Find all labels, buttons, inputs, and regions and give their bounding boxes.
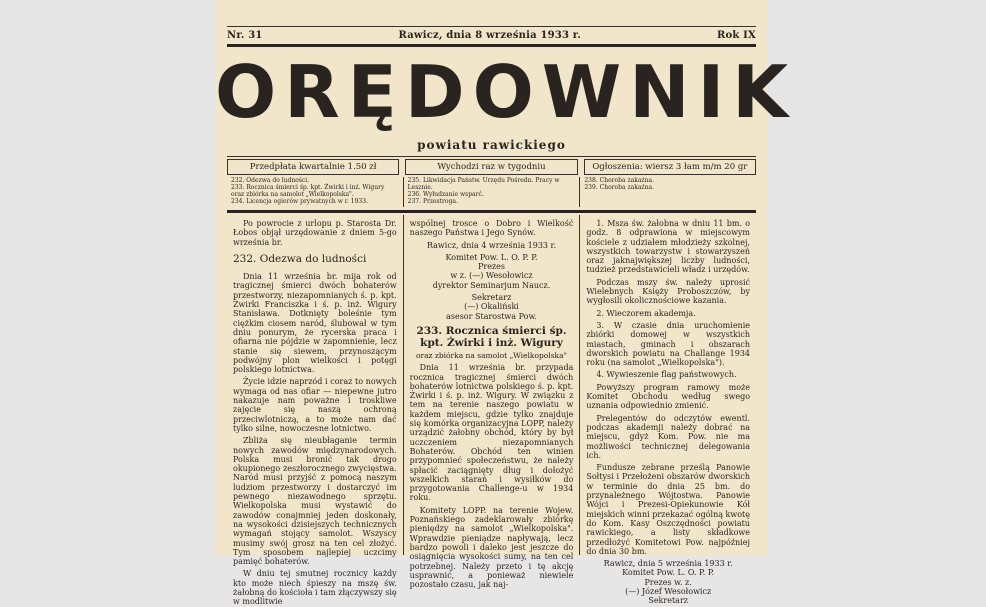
paragraph: Podczas mszy św. należy uprosić Wielebnych Księży Proboszczów, by wygłosili okolicznościowe kazania. (586, 277, 751, 306)
article-body (227, 215, 756, 607)
header-bar (227, 30, 756, 41)
column-middle (404, 215, 581, 590)
paragraph: Prelegentów do odczytów ewentl. podczas akademji należy dobrać na miejscu, gdyż Kom. Pow. nie ma możliwości technicznej delegowania ich. (586, 413, 751, 460)
header-rule (227, 44, 756, 47)
toc-item: 236. Wyłudzanie wsparć. (407, 191, 484, 198)
toc-item: 238. Choroba zakaźna. (584, 177, 654, 184)
toc-item: 237. Przestroga. (407, 198, 458, 205)
article-233-subheading: oraz zbiórka na samolot „Wielkopolska" (415, 350, 568, 360)
paragraph: Życie idzie naprzód i coraz to nowych wymaga od nas ofiar — niepewne jutro nakazuje nam poważne i troskliwe zajęcie się naszą ochroną przeciwlotniczą, a to może nam dać tylko silne, nowoczesne lotnictwo. (233, 377, 397, 433)
paragraph: Komitety LOPP. na terenie Wojew. Poznańskiego zadeklarowały zbiórkę pieniędzy na samolot „Wielkopolska". Wprawdzie pieniądze napływają, lecz bardzo powoli i daleko jest jeszcze do osiągnięcia wysokości sumy, na ten cel potrzebnej. Należy przeto i tę akcję usprawnić, a ponieważ niewiele pozostało czasu, jak naj- (409, 505, 574, 590)
newspaper-page (215, 0, 797, 607)
paragraph: W dniu tej smutnej rocznicy każdy kto może niech śpieszy na mszę św. żałobną do kościoła i tam złączywszy się w modlitwie (233, 569, 397, 607)
masthead-subtitle: powiatu rawickiego (417, 138, 566, 152)
paragraph: 2. Wieczorem akademja. (596, 308, 696, 318)
paragraph: wspólnej trosce o Dobro i Wielkość naszego Państwa i Jego Synów. (409, 219, 574, 238)
year-label: Rok IX (716, 30, 756, 41)
paragraph: Powyższy program ramowy może Komitet Obchodu według swego uznania odpowiednio zmienić. (586, 382, 751, 411)
signature-date: Rawicz, dnia 5 września 1933 r. (603, 559, 733, 569)
subscription-box: Przedpłata kwartalnie 1.50 zł (227, 159, 399, 175)
paragraph: 4. Wywieszenie flag państwowych. (596, 370, 737, 380)
article-232-heading: 232. Odezwa do ludności (233, 252, 367, 265)
toc-column-3 (580, 177, 756, 207)
signature-title: dyrektor Seminarjum Naucz. (432, 280, 551, 290)
paragraph: Fundusze zebrane prześlą Panowie Sołtysi i Przełożeni obszarów dworskich w terminie do dnia 25 bm. do przynależnego Wójtostwa. Panowie Wójci i Prezesi-Opiekunowie Kół miejskich winni przekazać ogólną kwotę do Kom. Kasy Oszczędności powiatu rawickiego, a listy składkowe przedłożyć Komitetowi Pow. najpóźniej do dnia 30 bm. (586, 463, 751, 556)
signature-role: Sekretarz (471, 293, 512, 303)
signature-role: Prezes (478, 262, 505, 272)
table-of-contents (227, 177, 756, 207)
intro-paragraph: Po powrocie z urlopu p. Starosta Dr. Łobos objął urzędowanie z dniem 5-go września br. (233, 219, 397, 247)
article-233-heading: 233. Rocznica śmierci śp. kpt. Żwirki i inż. Wigury (416, 324, 567, 349)
signature-name: (—) Józef Wesołowicz (625, 586, 712, 596)
signature-org: Komitet Pow. L. O. P. P. (445, 252, 538, 262)
top-rule (227, 26, 756, 27)
frequency-box: Wychodzi raz w tygodniu (405, 159, 577, 175)
toc-item: 235. Likwidacja Państw. Urzędu Pośredn. Pracy w Lesznie. (407, 177, 560, 191)
signature-role: Prezes w. z. (644, 577, 692, 587)
dateline: Rawicz, dnia 8 września 1933 r. (398, 30, 582, 41)
signature-org: Komitet Pow. L. O. P. P. (622, 568, 715, 578)
column-left (227, 215, 404, 607)
toc-item: 234. Licencja ogierów prywatnych w r. 1933. (231, 198, 368, 205)
body-top-rule (227, 210, 756, 213)
info-top-rule (227, 156, 756, 157)
toc-item: 232. Odezwa do ludności. (231, 177, 310, 184)
paragraph: 1. Msza św. żałobna w dniu 11 bm. o godz. 8 odprawiona w miejscowym kościele z udziałem młodzieży szkolnej, wszystkich towarzystw i stowarzyszeń oraz jaknajwiększej liczby ludności, tudzież przedstawicieli władz i urzędów. (586, 219, 751, 275)
paragraph: Zbliża się nieubłaganie termin nowych zawodów międzynarodowych. Polska musi bronić tak drogo okupionego zeszłorocznego zwycięstwa. Naród musi przyjść z pomocą naszym ludziom przestworzy i dostarczyć im pewnego niezawodnego sprzętu. Wielkopolska musi wystawić do zawodów conajmniej jeden doskonały, na wysokości dzisiejszych technicznych wymagań stojący samolot. Wszyscy musimy swój grosz na ten cel złożyć. Tym sposobem najlepiej uczcimy pamięć bohaterów. (233, 436, 397, 567)
signature-name: w z. (—) Wesołowicz (450, 271, 533, 281)
toc-column-2 (404, 177, 581, 207)
ads-box: Ogłoszenia: wiersz 3 łam m/m 20 gr (584, 159, 756, 175)
signature-role: Sekretarz (648, 596, 688, 606)
signature-title: asesor Starostwa Pow. (446, 311, 537, 321)
issue-number: Nr. 31 (227, 30, 263, 41)
paragraph: Dnia 11 września br. mija rok od tragicznej śmierci dwóch bohaterów przestworzy, niezapomnianych ś. p. kpt. Żwirki Franciszka i ś. p. inż. Wigury Stanisława. Dotknięty boleśnie tym ciężkim ciosem naród, ślubował w tym dniu ponurym, że rycerska praca i ofiarna nie pójdzie w zapomnienie, lecz stanie się siewem, przynoszącym podwójny plon wielkości i potęgi polskiego lotnictwa. (233, 272, 397, 375)
paragraph: Dnia 11 września br. przypada rocznica tragicznej śmierci dwóch bohaterów lotnictwa polskiego ś. p. kpt. Żwirki i ś. p. inż. Wigury. W związku z tem na terenie naszego powiatu w każdem miejscu, gdzie tylko znajduje się komórka organizacyjna LOPP, należy urządzić żałobny obchód, który by był uczczeniem niezapomnianych Bohaterów. Obchód ten winien przypomnieć społeczeństwu, że należy spłacić zaciągnięty dług i dołożyć wszelkich starań i wysiłków do przygotowania Challenge-u w 1934 roku. (409, 363, 574, 503)
masthead-title: ORĘDOWNIK (215, 50, 797, 134)
toc-item: 239. Choroba zakaźna. (584, 184, 654, 191)
info-bar (227, 159, 756, 175)
paragraph: 3. W czasie dnia uruchomienie zbiórki domowej w wszystkich miastach, gminach i obszarach dworskich powiatu na Challange 1934 roku (na samolot „Wielkopolska"). (586, 320, 751, 368)
toc-item: 233. Rocznica śmierci śp. kpt. Żwirki i inż. Wigury oraz zbiórka na samolot „Wielkopolska". (231, 184, 385, 198)
signature-date: Rawicz, dnia 4 września 1933 r. (426, 240, 557, 250)
toc-column-1 (227, 177, 404, 207)
column-right (580, 215, 756, 606)
signature-name: (—) Okaliński (464, 302, 519, 312)
